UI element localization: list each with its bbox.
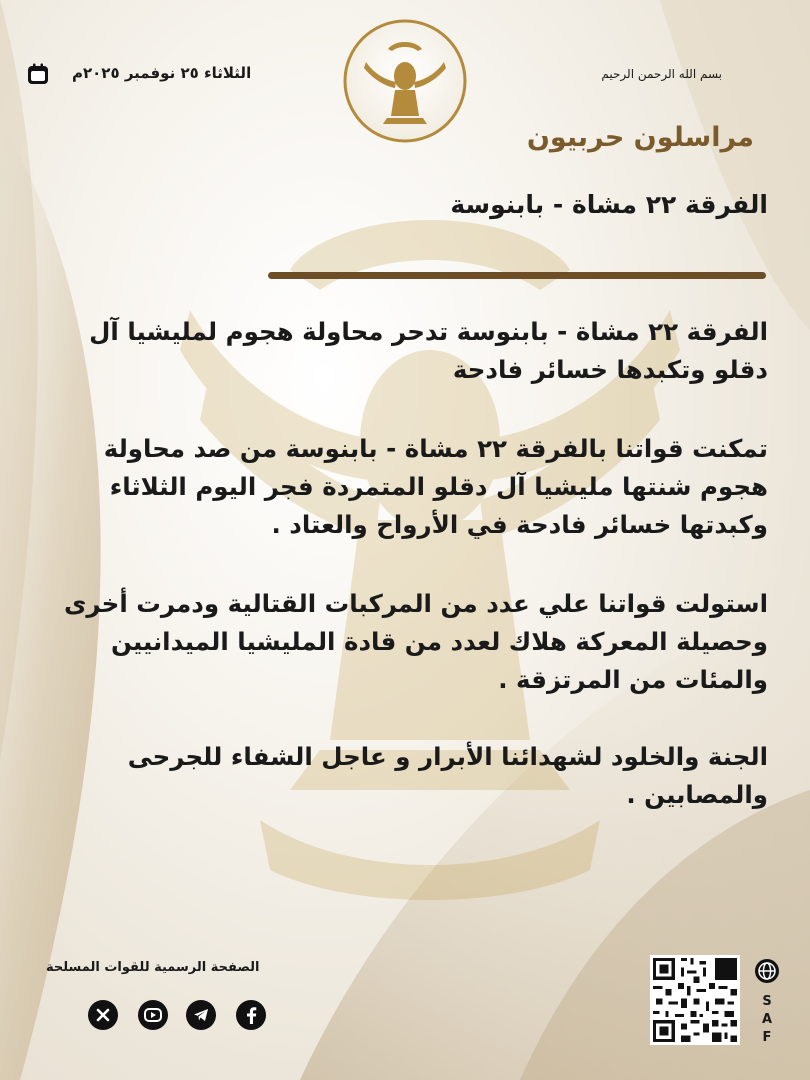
x-icon[interactable] [88, 1000, 118, 1030]
qr-code[interactable] [650, 955, 740, 1045]
basmala: بسم الله الرحمن الرحيم [601, 67, 722, 81]
paragraph-closing: الجنة والخلود لشهدائنا الأبرار و عاجل الشفاء للجرحى والمصابين . [127, 742, 768, 809]
facebook-icon[interactable] [236, 1000, 266, 1030]
subtitle: الفرقة ٢٢ مشاة - بابنوسة [450, 190, 768, 219]
paragraph-body: تمكنت قواتنا بالفرقة ٢٢ مشاة - بابنوسة من صد محاولة هجوم شنتها مليشيا آل دقلو المتمردة فجر اليوم الثلاثاء وكبدتها خسائر فادحة في الأرواح والعتاد . [103, 434, 768, 539]
brand-letter: A [761, 1012, 773, 1027]
footer-label: الصفحة الرسمية للقوات المسلحة [46, 960, 260, 975]
brand-letter: F [762, 1030, 772, 1045]
paragraph-body: استولت قواتنا علي عدد من المركبات القتالية ودمرت أخرى وحصيلة المعركة هلاك لعدد من قادة المليشيا الميدانيين والمئات من المرتزقة . [63, 589, 768, 694]
globe-icon[interactable] [754, 958, 780, 984]
paragraph-headline: الفرقة ٢٢ مشاة - بابنوسة تدحر محاولة هجوم لمليشيا آل دقلو وتكبدها خسائر فادحة [89, 317, 768, 384]
divider [268, 272, 766, 279]
youtube-icon[interactable] [138, 1000, 168, 1030]
header-date: الثلاثاء ٢٥ نوفمبر ٢٠٢٥م [72, 64, 252, 82]
calendar-icon [26, 62, 50, 86]
brand-letter: S [762, 994, 772, 1009]
armed-forces-emblem [342, 18, 468, 144]
saf-brand [759, 993, 775, 1047]
telegram-icon[interactable] [186, 1000, 216, 1030]
section-title: مراسلون حربيون [526, 122, 754, 153]
